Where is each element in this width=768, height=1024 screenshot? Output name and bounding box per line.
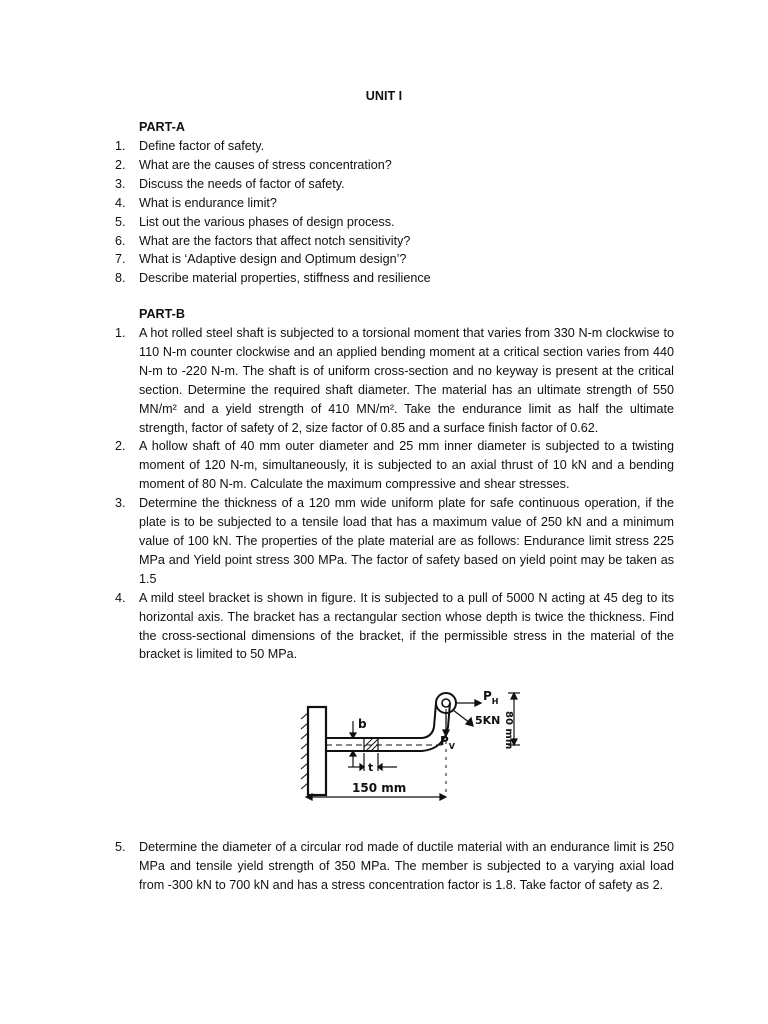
question-number: 2. (115, 157, 126, 172)
list-item (0, 589, 674, 665)
list-item (0, 838, 674, 895)
question-text: A mild steel bracket is shown in figure. It is subjected to a pull of 5000 N acting at 45 deg to its horizontal axis. The bracket has a rectangular section whose depth is twice the thickness. Find the cross-sectional dimensions of the bracket, if the permissible stress in the material of the bracket is limited to 50 MPa. (139, 590, 674, 662)
list-item (0, 250, 700, 269)
question-text: What are the causes of stress concentration? (139, 157, 392, 172)
question-text: What is ‘Adaptive design and Optimum design’? (139, 252, 407, 267)
list-item (0, 437, 674, 494)
unit-title: UNIT I (365, 89, 403, 103)
question-number: 1. (115, 326, 126, 340)
list-item (0, 156, 700, 175)
list-item (0, 194, 700, 213)
part-b-question-list-continued (0, 838, 674, 895)
question-number: 8. (115, 271, 126, 286)
question-number: 7. (115, 252, 126, 267)
part-a-heading: PART-A (139, 120, 185, 134)
question-text: Determine the diameter of a circular rod made of ductile material with an endurance limit is 250 MPa and tensile yield strength of 350 MPa. The member is subjected to a varying axial load from -300 kN to 700 kN and has a stress concentration factor is 1.8. Take factor of safety as 2. (139, 840, 674, 892)
force-ph-label: $P_H$ (483, 689, 499, 706)
question-number: 5. (115, 214, 126, 229)
question-text: Define factor of safety. (139, 139, 265, 153)
height-dimension-label: 80 mm (503, 711, 514, 750)
question-text: What are the factors that affect notch sensitivity? (139, 233, 411, 248)
list-item (0, 213, 700, 232)
question-number: 5. (115, 840, 126, 854)
question-text: A hot rolled steel shaft is subjected to a torsional moment that varies from 330 N-m clockwise to 110 N-m counter clockwise and an applied bending moment at a critical section varies from 440 N-m to -220 N-m. The shaft is of uniform cross-section and no keyway is present at the critical section. Determine the required shaft diameter. The material has an ultimate strength of 550 MN/m² and a yield strength of 410 MN/m². Take the endurance limit as half the ultimate strength, factor of safety of 2, size factor of 0.85 and a surface finish factor of 0.62. (139, 326, 674, 435)
list-item (0, 175, 700, 194)
list-item (0, 137, 700, 156)
list-item (0, 324, 674, 437)
question-text: A hollow shaft of 40 mm outer diameter and 25 mm inner diameter is subjected to a twisting moment of 120 N-m, simultaneously, it is subjected to an axial thrust of 10 kN and a bending moment of 80 N-m. Calculate the maximum compressive and shear stresses. (139, 439, 674, 492)
dimension-t-label: t (368, 761, 374, 774)
question-number: 3. (115, 496, 126, 511)
question-number: 4. (115, 590, 126, 605)
dimension-b-label: b (358, 717, 367, 731)
question-text: Discuss the needs of factor of safety. (139, 176, 345, 191)
part-a-question-list (0, 137, 700, 288)
list-item (0, 232, 700, 251)
question-number: 6. (115, 233, 126, 248)
part-b-question-list (0, 324, 674, 664)
force-pv-label: $P_V$ (440, 734, 455, 751)
question-text: Describe material properties, stiffness and resilience (139, 271, 431, 286)
question-number: 1. (115, 139, 126, 153)
question-number: 4. (115, 195, 126, 210)
question-text: What is endurance limit? (139, 195, 277, 210)
part-b-heading: PART-B (139, 307, 185, 321)
list-item (0, 494, 674, 589)
question-text: List out the various phases of design process. (139, 214, 395, 229)
load-label: 5KN (475, 714, 501, 727)
bracket-figure (272, 681, 537, 815)
question-number: 2. (115, 439, 126, 454)
question-number: 3. (115, 176, 126, 191)
question-text: Determine the thickness of a 120 mm wide uniform plate for safe continuous operation, if the plate is to be subjected to a tensile load that has a maximum value of 250 kN and a minimum value of 100 kN. The properties of the plate material are as follows: Endurance limit stress 225 MPa and Yield point stress 300 MPa. The factor of safety based on yield point may be taken as 1.5 (139, 496, 674, 586)
length-dimension-label: 150 mm (352, 781, 407, 795)
list-item (0, 269, 700, 288)
bracket-diagram (272, 681, 537, 815)
